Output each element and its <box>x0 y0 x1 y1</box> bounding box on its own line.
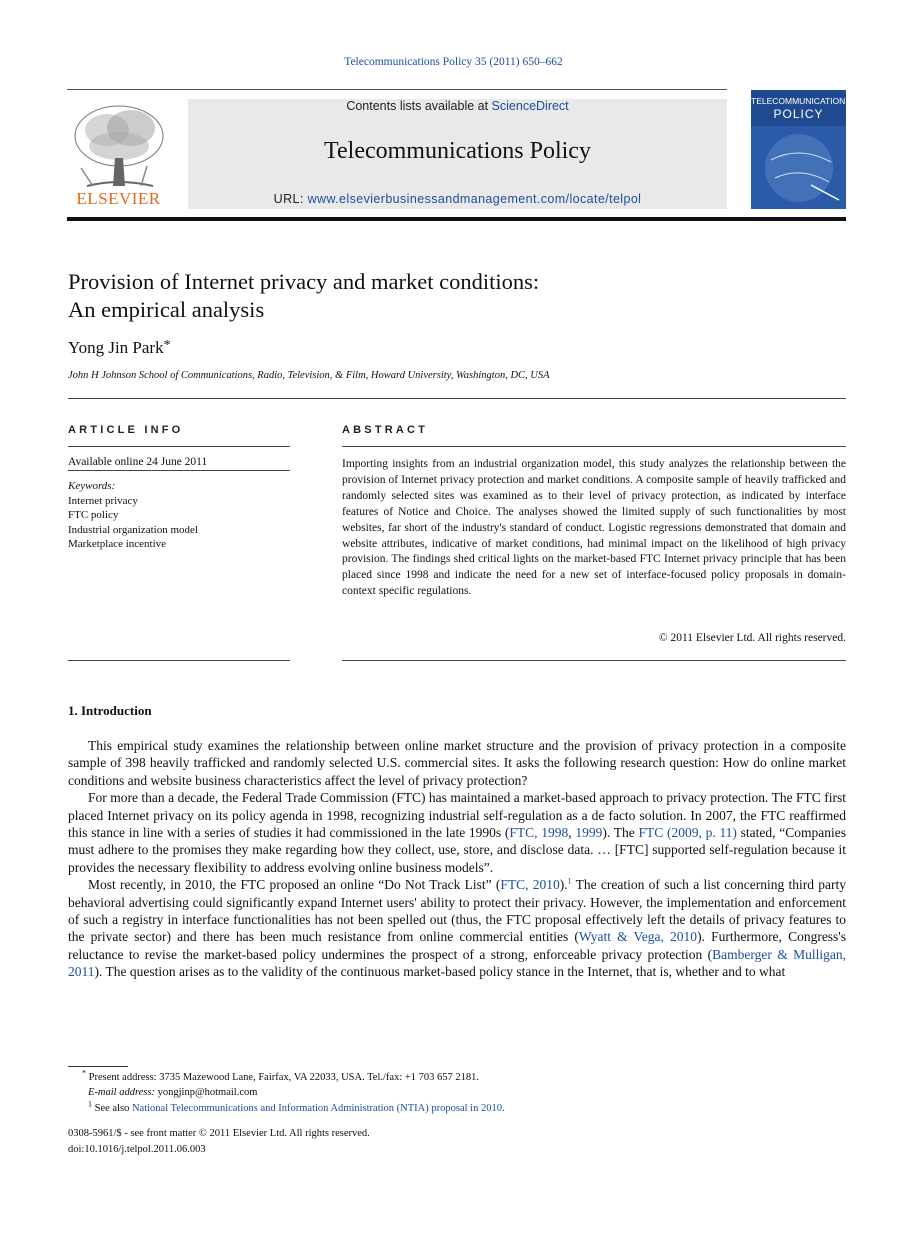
sciencedirect-link[interactable]: ScienceDirect <box>491 99 569 113</box>
footnote-1: $^1$ See also National Telecommunications and Information Administration (NTIA) proposal in 2010. <box>88 1099 505 1114</box>
paragraph: This empirical study examines the relationship between online market structure and the provision of privacy protection in a composite sample of 398 heavily trafficked and randomly selected U.S. commercial sites. It asks the following research question: How do online market conditions and website business characteristics affect the level of privacy protection? <box>68 738 846 788</box>
journal-url-link[interactable]: www.elsevierbusinessandmanagement.com/locate/telpol <box>307 192 642 206</box>
cover-title-line1: TELECOMMUNICATIONS <box>751 96 851 106</box>
abstract-copyright: © 2011 Elsevier Ltd. All rights reserved. <box>658 632 846 644</box>
article-title: Provision of Internet privacy and market conditions: An empirical analysis <box>68 269 540 322</box>
article-info-rule <box>68 446 290 447</box>
citation-link[interactable]: FTC (2009, p. 11) <box>638 825 737 841</box>
contents-line: Contents lists available at ScienceDirect <box>346 99 569 113</box>
cover-title-line2: POLICY <box>773 107 824 121</box>
abstract-rule <box>342 446 846 447</box>
author-email[interactable]: yongjinp@hotmail.com <box>154 1087 258 1099</box>
keyword-item: FTC policy <box>68 509 119 521</box>
keywords-label: Keywords: <box>68 480 116 492</box>
keywords-block <box>68 479 290 552</box>
abstract-bottom-rule <box>342 660 846 661</box>
available-online: Available online 24 June 2011 <box>68 456 208 468</box>
footnote-rule <box>68 1066 128 1067</box>
article-info-heading: ARTICLE INFO <box>68 424 184 436</box>
ntia-proposal-link[interactable]: National Telecommunications and Information Administration (NTIA) proposal in 2010 <box>131 1102 502 1114</box>
doi-line[interactable]: doi:10.1016/j.telpol.2011.06.003 <box>68 1143 206 1155</box>
citation-link[interactable]: Bamberger & Mulligan, 2011 <box>68 946 846 980</box>
issn-line: 0308-5961/$ - see front matter © 2011 Elsevier Ltd. All rights reserved. <box>68 1128 370 1139</box>
title-divider <box>68 398 846 399</box>
paragraph: Most recently, in 2010, the FTC proposed an online “Do Not Track List” (FTC, 2010).$^1$ The creation of such a list concerning third party behavioral advertising could significantly expand Internet users' ability to protect their privacy. However, the implementation and enforcement of such a registry in interface functionalities has not been spelled out (thus, the FTC proposal effectively left the details of privacy features to the private sector) and there has been much resistance from online commercial entities (Wyatt & Vega, 2010). Furthermore, Congress's reluctance to revise the market-based policy undermines the prospect of a strong, enforceable privacy protection (Bamberger & Mulligan, 2011). The question arises as to the validity of the continuous market-based policy stance in the Internet, that is, whether and to what <box>68 876 846 980</box>
elsevier-wordmark: ELSEVIER <box>76 189 161 208</box>
article-info-bottom-rule <box>68 660 290 661</box>
journal-title: Telecommunications Policy <box>324 138 591 164</box>
header-top-rule <box>67 89 727 90</box>
paragraph: For more than a decade, the Federal Trade Commission (FTC) has maintained a market-based approach to privacy protection. The FTC first placed Internet privacy on its policy agenda in 1998, recognizing industrial self-regulation as a de facto solution. In 2007, the FTC reaffirmed this stance in line with a series of studies it had commissioned in the late 1990s (FTC, 1998, 1999). The FTC (2009, p. 11) stated, “Companies must adhere to the promises they make regarding how they collect, use, store, and disclose data. … [FTC] supported self-regulation because it provides the necessary flexibility to address evolving online business models”. <box>68 790 847 875</box>
available-rule <box>68 470 290 471</box>
header-thick-rule <box>67 217 846 221</box>
elsevier-logo <box>67 98 170 210</box>
section-heading-introduction: 1. Introduction <box>68 703 152 718</box>
footnotes <box>68 1070 846 1116</box>
citation-link[interactable]: FTC, 2010 <box>500 877 560 893</box>
citation-link[interactable]: Wyatt & Vega, 2010 <box>578 929 698 945</box>
footnote-ref[interactable]: 1 <box>567 876 572 886</box>
keyword-item: Industrial organization model <box>68 523 198 536</box>
journal-url-line: URL: www.elsevierbusinessandmanagement.com/locate/telpol <box>273 192 642 206</box>
footnote-email: E-mail address: yongjinp@hotmail.com <box>88 1087 258 1099</box>
keyword-item: Marketplace incentive <box>68 538 167 550</box>
keyword-item: Internet privacy <box>68 494 138 507</box>
journal-reference[interactable]: Telecommunications Policy 35 (2011) 650–662 <box>344 56 563 68</box>
citation-link[interactable]: FTC, 1998 <box>509 825 569 841</box>
abstract-heading: ABSTRACT <box>342 424 429 436</box>
author-affiliation: John H Johnson School of Communications, Radio, Television, & Film, Howard University, Washington, DC, USA <box>68 370 550 381</box>
author-footnote-mark: * <box>163 338 171 353</box>
abstract-text: Importing insights from an industrial organization model, this study analyzes the relationship between the provision of Internet privacy protection and market conditions. A composite sample of heavily trafficked and randomly selected sites was examined as to their level of privacy protection, as indicated by interface features of Notice and Choice. The analyses showed the limited supply of such functionalities by most websites, far short of the industry's standard of conduct. Logistic regressions demonstrated that domain and website attributes, indicative of market conditions, had minimal impact on the likelihood of high privacy provision. The findings shed critical lights on the market-based FTC Internet privacy principle that has been placed since 1998 and indicate the need for a new set of interface-focused policy proposals in domain-context specific regulations. <box>342 458 846 598</box>
footnote-author: * Present address: 3735 Mazewood Lane, Fairfax, VA 22033, USA. Tel./fax: +1 703 657 2181. <box>82 1068 480 1083</box>
front-matter-meta <box>68 1126 370 1157</box>
introduction-body <box>68 737 846 981</box>
author-name[interactable]: Yong Jin Park* <box>68 338 171 357</box>
citation-link[interactable]: 1999 <box>575 825 603 841</box>
journal-cover[interactable] <box>751 90 851 209</box>
